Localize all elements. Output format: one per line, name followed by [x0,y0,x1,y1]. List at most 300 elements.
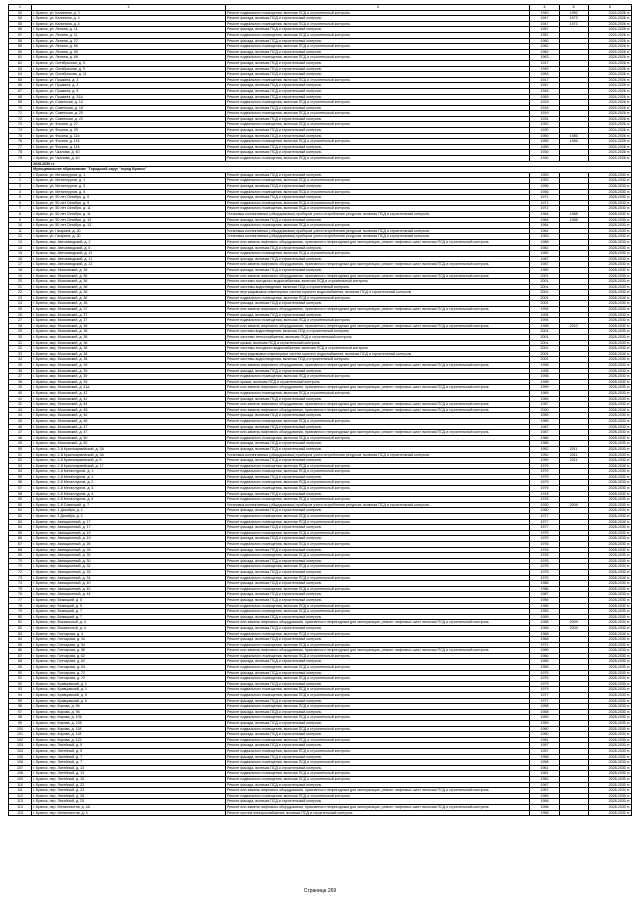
col-address: г. Брянск, пер. Авиационный, д. 26 [32,547,226,553]
col-period: 2028-2030 гг. [588,704,631,710]
col-year-built: 1977 [530,525,559,531]
col-period: 2028-2030 гг. [588,301,631,307]
col-number: 30 [9,335,32,341]
col-work-type: Ремонт подвального помещения, включая ПСД и строительный контроль [226,10,530,16]
col-number: 21 [9,284,32,290]
col-period: 2028-2030 гг. [588,603,631,609]
col-address: г. Брянск, ул. Октябрьская, д. 5 [32,60,226,66]
col-number: 56 [9,27,32,33]
col-work-type: Ремонт фасада, включая ПСД и строительный контроль [226,256,530,262]
col-number: 65 [9,530,32,536]
col-number: 114 [9,804,32,810]
col-work-type: Ремонт системы холодного водоснабжения, включая ПСД и строительный контроль [226,346,530,352]
col-number: 46 [9,424,32,430]
col-work-type: Ремонт подвального помещения, включая ПСД и строительный контроль [226,318,530,324]
col-number: 17 [9,262,32,268]
col-address: г. Брянск, пер. Кирова, д. 96 [32,709,226,715]
col-year-built: 1975 [530,564,559,570]
col-period: 2028-2030 гг. [588,614,631,620]
col-year-built: 1960 [530,732,559,738]
col-work-type: Ремонт или замена лифтового оборудования, признанного непригодным для эксплуатации, ремонт лифтовых шахт, включая ПСД и строительный контроль [226,323,530,329]
col-work-type: Ремонт подвального помещения, включая ПСД и строительный контроль [226,776,530,782]
col-address: г. Брянск, мкр. Московский, д. 39 [32,374,226,380]
col-year-built: 1963 [530,234,559,240]
col-work-type: Ремонт фасада, включая ПСД и строительный контроль [226,525,530,531]
col-period: 2024-2026 гг. [588,66,631,72]
col-period: 2024-2026 гг. [588,116,631,122]
col-work-type: Ремонт фасада, включая ПСД и строительный контроль [226,368,530,374]
col-number: 14 [9,245,32,251]
col-period: 2028-2030 гг. [588,625,631,631]
col-period: 2024-2026 гг. [588,10,631,16]
col-period: 2028-2030 гг. [588,256,631,262]
col-address: г. Брянск, ул. 50 лет Октября, д. 13 [32,217,226,223]
col-number: 102 [9,737,32,743]
col-work-type: Ремонт фасада, включая ПСД и строительный контроль [226,732,530,738]
col-work-type: Ремонт подвального помещения, включая ПСД и строительный контроль [226,748,530,754]
col-number: 78 [9,603,32,609]
col-year-built: 1960 [530,508,559,514]
col-work-type: Ремонт фасада, включая ПСД и строительный контроль [226,754,530,760]
col-year-reconstruction: 1986 [559,133,588,139]
col-work-type: Ремонт или замена лифтового оборудования, признанного непригодным для эксплуатации, ремонт лифтовых шахт, включая ПСД и строительный контроль [226,307,530,313]
col-address: г. Брянск, пер. Литейный, д. 13 [32,765,226,771]
col-number: 101 [9,732,32,738]
col-period: 2028-2030 гг. [588,172,631,178]
col-number: 19 [9,273,32,279]
col-number: 16 [9,256,32,262]
col-work-type: Ремонт или замена лифтового оборудования, признанного непригодным для эксплуатации, ремонт лифтовых шахт, включая ПСД и строительный контроль [226,262,530,268]
col-year-built: 2001 [530,351,559,357]
col-year-built: 1971 [530,195,559,201]
col-year-built: 2001 [530,273,559,279]
col-address: г. Брянск, мкр. Московский, д. 39 [32,368,226,374]
col-period: 2028-2030 гг. [588,267,631,273]
col-year-built: 2001 [530,301,559,307]
col-number: 92 [9,681,32,687]
col-number: 25 [9,307,32,313]
col-work-type: Ремонт подвального помещения, включая ПСД и строительный контроль [226,55,530,61]
col-number: 8 [9,211,32,217]
col-year-built: 1918 [530,105,559,111]
col-work-type: Ремонт подвального помещения, включая ПСД и строительный контроль [226,486,530,492]
col-address: г. Брянск, мкр. Московский, д. 36 [32,290,226,296]
col-work-type: Ремонт подвального помещения, включая ПСД и строительный контроль [226,480,530,486]
col-period: 2028-2030 гг. [588,721,631,727]
col-period: 2028-2030 гг. [588,318,631,324]
col-year-built: 1963 [530,55,559,61]
col-address: г. Брянск, мкр. Московский, д. 45 [32,407,226,413]
col-period: 2028-2030 гг. [588,665,631,671]
col-year-built: 1998 [530,363,559,369]
col-work-type: Ремонт подвального помещения, включая ПСД и строительный контроль [226,793,530,799]
col-work-type: Ремонт подвального помещения, включая ПСД и строительный контроль [226,497,530,503]
col-year-built: 1961 [530,771,559,777]
col-work-type: Ремонт системы водоотведения, включая ПСД и строительный контроль [226,357,530,363]
col-work-type: Ремонт подвального помещения, включая ПСД и строительный контроль [226,693,530,699]
col-work-type: Ремонт или замена лифтового оборудования, признанного непригодным для эксплуатации, ремонт лифтовых шахт, включая ПСД и строительный контроль [226,648,530,654]
col-period: 2028-2030 гг. [588,670,631,676]
col-number: 65 [9,77,32,83]
col-address: г. Брянск, ул. Калинина, д. 4 [32,21,226,27]
col-year-built: 1957 [530,743,559,749]
col-address: г. Брянск, пер. Литейный, д. 5 [32,743,226,749]
col-year-built: 1959 [530,614,559,620]
col-number: 113 [9,799,32,805]
col-address: г. Брянск, пер. Авиационный, д. 32 [32,564,226,570]
col-period: 2024-2026 гг. [588,122,631,128]
col-work-type: Ремонт фасада, включая ПСД и строительный контроль [226,670,530,676]
col-address: г. Брянск, ул. Фокина, д. 29 [32,128,226,134]
col-number: 98 [9,715,32,721]
col-work-type: Ремонт подвального помещения, включая ПСД и строительный контроль [226,642,530,648]
col-address: г. Брянск, пер. Бежицкий, д. 7 [32,614,226,620]
col-period: 2028-2030 гг. [588,553,631,559]
col-address: г. Брянск, ул. Фокина, д. 116 [32,133,226,139]
col-year-built: 1959 [530,715,559,721]
col-period: 2028-2030 гг. [588,363,631,369]
col-address: г. Брянск, ул. 50 лет Октября, д. 11 [32,206,226,212]
col-period: 2028-2030 гг. [588,765,631,771]
col-work-type: 3 [226,5,530,11]
col-number: 10 [9,223,32,229]
col-work-type: Ремонт или замена лифтового оборудования, признанного непригодным для эксплуатации, ремонт лифтовых шахт, включая ПСД и строительный контроль [226,620,530,626]
col-address: г. Брянск, ул. Фокина, д. 27 [32,122,226,128]
col-number: 35 [9,363,32,369]
col-address: г. Брянск, пер. 2-й Металлургов, д. 2 [32,480,226,486]
col-period: 2028-2030 гг. [588,323,631,329]
col-year-built: 1986 [530,581,559,587]
col-period: 2028-2030 гг. [588,586,631,592]
col-year-built: 1959 [530,721,559,727]
col-address: г. Брянск, пер. Авиационный, д. 40 [32,581,226,587]
col-year-built: 1952 [530,446,559,452]
col-year-built: 1975 [530,575,559,581]
col-period: 2028-2030 гг. [588,402,631,408]
col-address: г. Брянск, пер. Бежицкий, д. 5 [32,603,226,609]
col-year-built: 1953 [530,178,559,184]
col-year-built: 1956 [530,597,559,603]
col-number: 100 [9,726,32,732]
col-address: г. Брянск, пер. Кирова, д. 96 [32,704,226,710]
col-period: 2028-2030 гг. [588,217,631,223]
col-number: 86 [9,648,32,654]
col-address: г. Брянск, пер. 2-й Металлургов, д. 1 [32,469,226,475]
col-year-built: 1965 [530,665,559,671]
col-work-type: Ремонт фасада, включая ПСД и строительный контроль [226,16,530,22]
col-address: г. Брянск, пер. Бежицкий, д. 5 [32,597,226,603]
col-work-type: Ремонт фасада, включая ПСД и строительный контроль [226,217,530,223]
col-period: 2028-2030 гг. [588,290,631,296]
col-work-type: Ремонт фасада, включая ПСД и строительный контроль [226,413,530,419]
col-year-built: 2001 [530,284,559,290]
col-address: г. Брянск, пер. Литейный, д. 13 [32,771,226,777]
col-period: 2028-2030 гг. [588,776,631,782]
col-period: 2024-2026 гг. [588,77,631,83]
col-year-reconstruction: 1986 [559,139,588,145]
col-period: 2028-2030 гг. [588,569,631,575]
col-number: 47 [9,430,32,436]
col-address: г. Брянск, пер. Литейный, д. 25 [32,799,226,805]
col-work-type: Ремонт или замена лифтового оборудования, признанного непригодным для эксплуатации, ремонт лифтовых шахт, включая ПСД и строительный контроль [226,430,530,436]
col-number: 57 [9,486,32,492]
col-number: 61 [9,508,32,514]
col-period: 2028-2030 гг. [588,771,631,777]
col-year-built: 1967 [530,782,559,788]
col-year-built: 1971 [530,200,559,206]
col-address: г. Брянск, пер. Литейный, д. 5 [32,748,226,754]
col-number: 11 [9,228,32,234]
col-address: г. Брянск, пер. Гончарова, д. 72 [32,670,226,676]
col-year-built: 1978 [530,497,559,503]
col-period: 2028-2030 гг. [588,279,631,285]
col-work-type: Ремонт подвального помещения, включая ПСД и строительный контроль [226,715,530,721]
document-page [8,4,632,816]
col-year-built: 1962 [530,49,559,55]
col-year-built: 2001 [530,357,559,363]
col-period: 2028-2030 гг. [588,715,631,721]
col-number: 105 [9,754,32,760]
col-work-type: Ремонт подвального помещения, включая ПСД и строительный контроль [226,469,530,475]
col-number: 66 [9,536,32,542]
col-year-built: 1957 [530,748,559,754]
col-work-type: Ремонт или замена лифтового оборудования, признанного непригодным для эксплуатации, ремонт лифтовых шахт, включая ПСД и строительный контроль [226,804,530,810]
col-period: 2028-2030 гг. [588,732,631,738]
col-year-built: 1962 [530,44,559,50]
col-period: 2028-2030 гг. [588,737,631,743]
col-number: 110 [9,782,32,788]
col-number: 63 [9,66,32,72]
col-year-built: 1955 [530,144,559,150]
col-period: 2028-2030 гг. [588,340,631,346]
col-work-type: Ремонт фасада, включая ПСД и строительный контроль [226,709,530,715]
col-number: 51 [9,452,32,458]
col-period: 2028-2030 гг. [588,804,631,810]
col-number: 91 [9,676,32,682]
col-year-built: 1977 [530,698,559,704]
col-year-built: 1982 [530,251,559,257]
col-year-built: 1968 [530,637,559,643]
col-year-built: 1987 [530,256,559,262]
col-year-built: 1975 [530,676,559,682]
period-heading: 2028-2030 гг. [32,161,632,167]
col-year-built: 1986 [530,441,559,447]
col-year-built: 1966 [530,793,559,799]
col-year-reconstruction: 1973 [559,16,588,22]
col-work-type: Ремонт подвального помещения, включая ПСД и строительный контроль [226,553,530,559]
col-address: г. Брянск, мкр. Московский, д. 38 [32,346,226,352]
col-number: 88 [9,659,32,665]
col-work-type: Ремонт подвального помещения, включая ПСД и строительный контроль [226,178,530,184]
col-period: 2028-2030 гг. [588,211,631,217]
col-address: г. Брянск, пер. Гончарова, д. 44 [32,637,226,643]
col-number: 3 [9,184,32,190]
col-address: г. Брянск, ул. Пушкина, д. 3 [32,83,226,89]
col-address: г. Брянск, пер. Литейный, д. 15 [32,776,226,782]
col-period: 2028-2030 гг. [588,396,631,402]
col-period: 2028-2030 гг. [588,206,631,212]
col-year-built: 1989 [530,267,559,273]
col-work-type: Ремонт или замена лифтового оборудования, признанного непригодным для эксплуатации, ремонт лифтовых шахт, включая ПСД и строительный контроль [226,239,530,245]
col-work-type: Ремонт подвального помещения, включая ПСД и строительный контроль [226,111,530,117]
col-year-built: 1976 [530,553,559,559]
col-address: г. Брянск, ул. Фокина, д. 118 [32,144,226,150]
col-address: г. Брянск, пер. Гончарова, д. 54 [32,642,226,648]
col-year-built: 1975 [530,569,559,575]
col-year-built: 1953 [530,172,559,178]
col-year-reconstruction: 2008 [559,502,588,508]
col-number: 58 [9,491,32,497]
col-address: г. Брянск, ул. Гагарина, д. 30 [32,234,226,240]
col-year-built: 1979 [530,687,559,693]
col-year-built: 1958 [530,760,559,766]
col-work-type: Ремонт подвального помещения, включая ПСД и строительный контроль [226,653,530,659]
col-year-built: 1999 [530,385,559,391]
col-period: 2024-2026 гг. [588,133,631,139]
col-year-built: 1987 [530,424,559,430]
col-period: 2028-2030 гг. [588,620,631,626]
col-year-built: 1986 [530,648,559,654]
col-address: г. Брянск, ул. Октябрьская, д. 11 [32,72,226,78]
col-year-built: 1962 [530,228,559,234]
col-address: г. Брянск, пер. 2-й Красноармейский, д. 5 [32,458,226,464]
col-year-built: 1958 [530,709,559,715]
col-address: г. Брянск, ул. Советская, д. 14 [32,100,226,106]
col-year-built: 1948 [530,88,559,94]
col-work-type: Ремонт подвального помещения, включая ПСД и строительный контроль [226,676,530,682]
col-period: 2028-2030 гг. [588,676,631,682]
col-number: 76 [9,139,32,145]
col-period: 6 [588,5,631,11]
col-period: 2024-2026 гг. [588,16,631,22]
col-address: г. Брянск, пер. 2-й Металлургов, д. 4 [32,497,226,503]
col-year-built: 1994 [530,307,559,313]
col-period: 2028-2030 гг. [588,743,631,749]
col-address: г. Брянск, мкр. Московский, д. 37 [32,318,226,324]
col-work-type: Ремонт подвального помещения, включая ПСД и строительный контроль [226,206,530,212]
col-address: г. Брянск, пер. Авиационный, д. 17 [32,525,226,531]
col-address: г. Брянск, мкр. Московский, д. 41а [32,385,226,391]
col-number: 68 [9,94,32,100]
col-number: 9 [9,217,32,223]
col-year-built: 1998 [530,368,559,374]
col-period: 2028-2030 гг. [588,239,631,245]
col-number: 53 [9,463,32,469]
col-period: 2028-2030 гг. [588,357,631,363]
col-address: г. Брянск, пер. Гончарова, д. 62 [32,659,226,665]
col-address: г. Брянск, пер. 1 Декабря, д. 2 [32,508,226,514]
col-number: 45 [9,418,32,424]
col-address: г. Брянск, мкр. Московский, д. 36 [32,284,226,290]
col-work-type: Ремонт подвального помещения, включая ПСД и строительный контроль [226,704,530,710]
col-work-type: Ремонт подвального помещения, включая ПСД и строительный контроль [226,542,530,548]
col-period: 2028-2030 гг. [588,687,631,693]
col-work-type: Ремонт подвального помещения, включая ПСД и строительный контроль [226,631,530,637]
col-number: 106 [9,760,32,766]
col-year-built: 2001 [530,346,559,352]
col-address: г. Брянск, мкр. Московский, д. 36 [32,279,226,285]
col-work-type: Ремонт фасада, включая ПСД и строительный контроль [226,128,530,134]
col-number: 60 [9,49,32,55]
col-number: 109 [9,776,32,782]
col-work-type: Ремонт фасада, включая ПСД и строительный контроль [226,458,530,464]
col-year-built: 1931 [530,116,559,122]
col-work-type: Ремонт подвального помещения, включая ПСД и строительный контроль [226,771,530,777]
col-period: 2028-2030 гг. [588,329,631,335]
col-work-type: Ремонт подвального помещения, включая ПСД и строительный контроль [226,665,530,671]
table-body [9,5,632,816]
col-year-built: 1959 [530,609,559,615]
col-number: 108 [9,771,32,777]
col-work-type: Ремонт подвального помещения, включая ПСД и строительный контроль [226,156,530,162]
col-year-built: 1987 [530,262,559,268]
col-period: 2024-2026 гг. [588,144,631,150]
col-address: г. Брянск, мкр. Автозаводский, д. 6 [32,245,226,251]
col-number: 84 [9,637,32,643]
col-number: 77 [9,144,32,150]
col-year-built: 1967 [530,788,559,794]
col-work-type: Установка коллективных (общедомовых) приборов учета потребления ресурсов, включая ПСД и строительный контроль [226,452,530,458]
col-year-built: 1958 [530,810,559,816]
col-address: г. Брянск, ул. Калинина, д. 3 [32,10,226,16]
col-period: 2028-2030 гг. [588,592,631,598]
col-address: г. Брянск, пер. 2-й Металлургов, д. 1 [32,474,226,480]
col-address: г. Брянск, пер. 2-й Красноармейский, д. 3А [32,452,226,458]
col-address: г. Брянск, пер. Авиационный, д. 19 [32,536,226,542]
col-period: 2028-2030 гг. [588,648,631,654]
col-number: 95 [9,698,32,704]
col-address: г. Брянск, мкр. Московский, д. 42 [32,390,226,396]
col-year-built: 1958 [530,804,559,810]
col-address: г. Брянск, пер. Авиационный, д. 17 [32,519,226,525]
col-period: 2024-2026 гг. [588,128,631,134]
col-period: 2028-2030 гг. [588,452,631,458]
col-work-type: Ремонт фасада, включая ПСД и строительный контроль [226,547,530,553]
col-number: 96 [9,704,32,710]
col-year-built: 1940 [530,10,559,16]
col-period: 2028-2030 гг. [588,480,631,486]
col-period: 2028-2030 гг. [588,430,631,436]
col-number: 60 [9,502,32,508]
col-period: 2028-2030 гг. [588,273,631,279]
col-year-built: 1987 [530,430,559,436]
col-work-type: Ремонт фасада, включая ПСД и строительный контроль [226,72,530,78]
col-number: 56 [9,480,32,486]
col-number: 64 [9,72,32,78]
col-period: 2028-2030 гг. [588,486,631,492]
col-number: 1 [9,172,32,178]
col-work-type: Ремонт фасада, включая ПСД и строительный контроль [226,508,530,514]
col-work-type: Ремонт фасада, включая ПСД и строительный контроль [226,799,530,805]
col-work-type: Ремонт внутридомовых инженерных систем горячего водоснабжения, включая ПСД и строительный контроль [226,351,530,357]
col-period: 2028-2030 гг. [588,525,631,531]
col-address: г. Брянск, пер. Гончарова, д. 72 [32,676,226,682]
col-number: 18 [9,267,32,273]
col-period: 2024-2026 гг. [588,94,631,100]
col-period: 2028-2030 гг. [588,178,631,184]
col-number: 28 [9,323,32,329]
col-year-built: 1989 [530,390,559,396]
col-number: 72 [9,569,32,575]
col-number: 61 [9,55,32,61]
col-period: 2028-2030 гг. [588,374,631,380]
col-address: г. Брянск, ул. Металлургов, д. 3 [32,184,226,190]
col-year-reconstruction: 2009 [559,625,588,631]
col-number: 26 [9,312,32,318]
col-period: 2028-2030 гг. [588,390,631,396]
col-work-type: Ремонт внутридомовых инженерных систем горячего водоснабжения, включая ПСД и строительный контроль [226,290,530,296]
col-work-type: Ремонт фасада, включая ПСД и строительный контроль [226,27,530,33]
